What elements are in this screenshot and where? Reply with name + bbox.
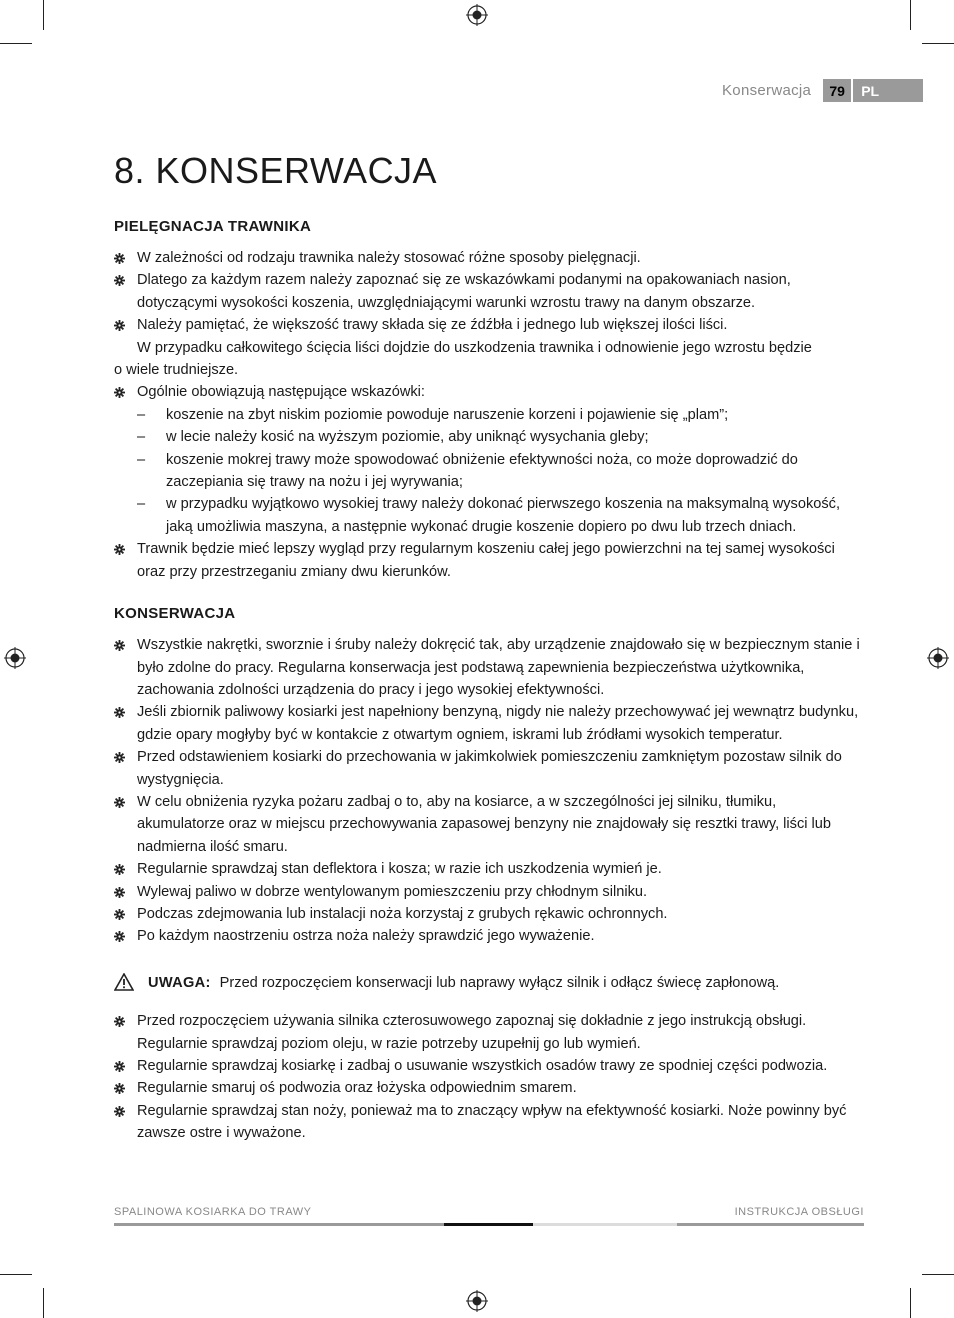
list-item [114, 1100, 864, 1145]
list-item-text: Przed rozpoczęciem używania silnika czterosuwowego zapoznaj się dokładnie z jego instrukcją obsługi. Regularnie sprawdzaj poziom oleju, w razie potrzeby uzupełnij go lub wymień. [137, 1013, 807, 1052]
warning-triangle-icon [114, 973, 134, 991]
list-item-text: Regularnie smaruj oś podwozia oraz łożyska odpowiednim smarem. [137, 1080, 577, 1097]
list-item-text: Podczas zdejmowania lub instalacji noża korzystaj z grubych rękawic ochronnych. [137, 905, 668, 922]
gear-bullet-icon [114, 320, 125, 331]
list-item [114, 701, 864, 746]
gear-bullet-icon [114, 707, 125, 718]
footer-rule [677, 1223, 864, 1226]
list-item-text: Przed odstawieniem kosiarki do przechowania w jakimkolwiek pomieszczeniu zamkniętym pozostaw silnik do wystygnięcia. [137, 749, 842, 788]
gear-bullet-icon [114, 1016, 125, 1027]
list-item [114, 314, 864, 336]
header-section-title: Konserwacja [722, 82, 812, 99]
crop-mark [922, 1274, 954, 1275]
crop-mark [43, 1288, 44, 1318]
footer-rule [114, 1223, 444, 1226]
footer-left-text: SPALINOWA KOSIARKA DO TRAWY [114, 1206, 312, 1218]
dash-item-text: koszenie na zbyt niskim poziomie powoduje naruszenie korzeni i pojawienie się „plam”; [166, 406, 729, 423]
list-item-text: Jeśli zbiornik paliwowy kosiarki jest napełniony benzyną, nigdy nie należy przechowywać jej wewnątrz budynku, gdzie opary mogłyby być w kontakcie z otwartym ogniem, iskrami lub źródłami wysokich temperatur. [137, 704, 859, 743]
registration-mark-icon [466, 4, 488, 26]
page-footer [114, 1206, 864, 1218]
gear-bullet-icon [114, 909, 125, 920]
gear-bullet-icon [114, 887, 125, 898]
dash-item-text: w przypadku wyjątkowo wysokiej trawy należy dokonać pierwszego koszenia na maksymalną wysokość, jaką umożliwia maszyna, a następnie wykonać drugie koszenie dopiero po dwu lub trzech dniach. [166, 496, 841, 535]
crop-mark [910, 0, 911, 30]
dash-item [114, 426, 864, 448]
list-item-text: W celu obniżenia ryzyka pożaru zadbaj o to, aby na kosiarce, a w szczególności jej silniku, tłumiku, akumulatorze oraz w miejscu przechowywania zapasowej benzyny nie znajdowały się resztki trawy, liści lub nadmierna ilość smaru. [137, 793, 832, 855]
list-item [114, 746, 864, 791]
list-item [114, 1055, 864, 1077]
gear-bullet-icon [114, 797, 125, 808]
gear-bullet-icon [114, 752, 125, 763]
list-item [114, 1077, 864, 1099]
list-item [114, 858, 864, 880]
list-item [114, 634, 864, 701]
dash-item [114, 449, 864, 494]
list-item-text: W zależności od rodzaju trawnika należy stosować różne sposoby pielęgnacji. [137, 250, 641, 266]
list-item [114, 881, 864, 903]
maintenance-list [114, 634, 864, 948]
footer-rule [533, 1223, 677, 1226]
gear-bullet-icon [114, 544, 125, 555]
list-item [114, 925, 864, 947]
crop-mark [43, 0, 44, 30]
page-header [722, 79, 923, 102]
paragraph-continuation: W przypadku całkowitego ścięcia liści dojdzie do uszkodzenia trawnika i odnowienie jego wzrostu będzie [137, 339, 812, 356]
dash-mark: – [137, 406, 146, 423]
list-item-text: Dlatego za każdym razem należy zapoznać się ze wskazówkami podanymi na opakowaniach nasion, dotyczącymi wysokości koszenia, uwzględniającymi warunki wzrostu trawy na danym obszarze. [137, 272, 791, 311]
paragraph-continuation: o wiele trudniejsze. [114, 362, 239, 379]
crop-mark [0, 1274, 32, 1275]
list-item-text: Wszystkie nakrętki, sworznie i śruby należy dokręcić tak, aby urządzenie znajdowało się w bezpiecznym stanie i było zdolne do pracy. Regularna konserwacja jest podstawą zapewnienia bezpieczeństwa użytkownika, zachowania zdolności urządzenia do pracy i jego wysokiej efektywności. [137, 637, 860, 698]
dash-item-text: koszenie mokrej trawy może spowodować obniżenie efektywności noża, co może doprowadzić do zaczepiania się trawy na nożu i jej wyrywania; [166, 451, 798, 491]
footer-right-text: INSTRUKCJA OBSŁUGI [734, 1206, 864, 1218]
list-item-text: Trawnik będzie mieć lepszy wygląd przy regularnym koszeniu całej jego powierzchni na tej samej wysokości oraz przy przestrzeganiu zmiany dwu kierunków. [137, 541, 835, 580]
section-heading: PIELĘGNACJA TRAWNIKA [114, 218, 312, 235]
dash-mark: – [137, 429, 146, 446]
crop-mark [922, 43, 954, 44]
dash-mark: – [137, 451, 146, 468]
footer-rule [444, 1223, 533, 1226]
gear-bullet-icon [114, 1106, 125, 1117]
lawn-care-list [114, 247, 864, 337]
registration-mark-icon [466, 1290, 488, 1312]
list-item-text: Regularnie sprawdzaj stan noży, ponieważ ma to znaczący wpływ na efektywność kosiarki. Noże powinny być zawsze ostre i wyważone. [137, 1102, 847, 1142]
list-item [114, 1010, 864, 1055]
gear-bullet-icon [114, 275, 125, 286]
lawn-care-list [114, 381, 864, 403]
list-item [114, 538, 864, 583]
list-item-text: Ogólnie obowiązują następujące wskazówki: [137, 384, 425, 401]
gear-bullet-icon [114, 253, 125, 264]
lawn-care-section [114, 218, 864, 583]
warning-notice [114, 972, 864, 994]
dash-mark: – [137, 496, 146, 513]
registration-mark-icon [927, 647, 949, 669]
page-number: 79 [823, 79, 851, 102]
list-item-text: Należy pamiętać, że większość trawy składa się ze źdźbła i jednego lub większej ilości liści. [137, 317, 728, 334]
list-item-text: Regularnie sprawdzaj stan deflektora i kosza; w razie ich uszkodzenia wymień je. [137, 861, 662, 878]
list-item-text: Regularnie sprawdzaj kosiarkę i zadbaj o usuwanie wszystkich osadów trawy ze spodniej części podwozia. [137, 1058, 828, 1074]
gear-bullet-icon [114, 640, 125, 651]
registration-mark-icon [4, 647, 26, 669]
guideline-list [114, 404, 864, 538]
warning-label: UWAGA: [148, 974, 211, 991]
section-heading: KONSERWACJA [114, 605, 236, 623]
crop-mark [0, 43, 32, 44]
list-item [114, 903, 864, 925]
crop-mark [910, 1288, 911, 1318]
maintenance-section [114, 605, 864, 1145]
list-item [114, 247, 864, 269]
dash-item [114, 404, 864, 426]
list-item [114, 791, 864, 858]
list-item [114, 269, 864, 314]
gear-bullet-icon [114, 1083, 125, 1094]
dash-item [114, 493, 864, 538]
gear-bullet-icon [114, 931, 125, 942]
language-badge: PL [853, 79, 923, 102]
list-item-text: Wylewaj paliwo w dobrze wentylowanym pomieszczeniu przy chłodnym silniku. [137, 883, 648, 900]
list-item [114, 381, 864, 403]
page-title: 8. KONSERWACJA [114, 150, 438, 191]
gear-bullet-icon [114, 864, 125, 875]
gear-bullet-icon [114, 1061, 125, 1072]
gear-bullet-icon [114, 387, 125, 398]
list-item-text: Po każdym naostrzeniu ostrza noża należy sprawdzić jego wyważenie. [137, 928, 595, 945]
lawn-care-list [114, 538, 864, 583]
warning-text: Przed rozpoczęciem konserwacji lub naprawy wyłącz silnik i odłącz świecę zapłonową. [219, 974, 780, 991]
dash-item-text: w lecie należy kosić na wyższym poziomie, aby uniknąć wysychania gleby; [166, 429, 649, 446]
maintenance-list-2 [114, 1010, 864, 1144]
page-content [114, 150, 864, 1167]
